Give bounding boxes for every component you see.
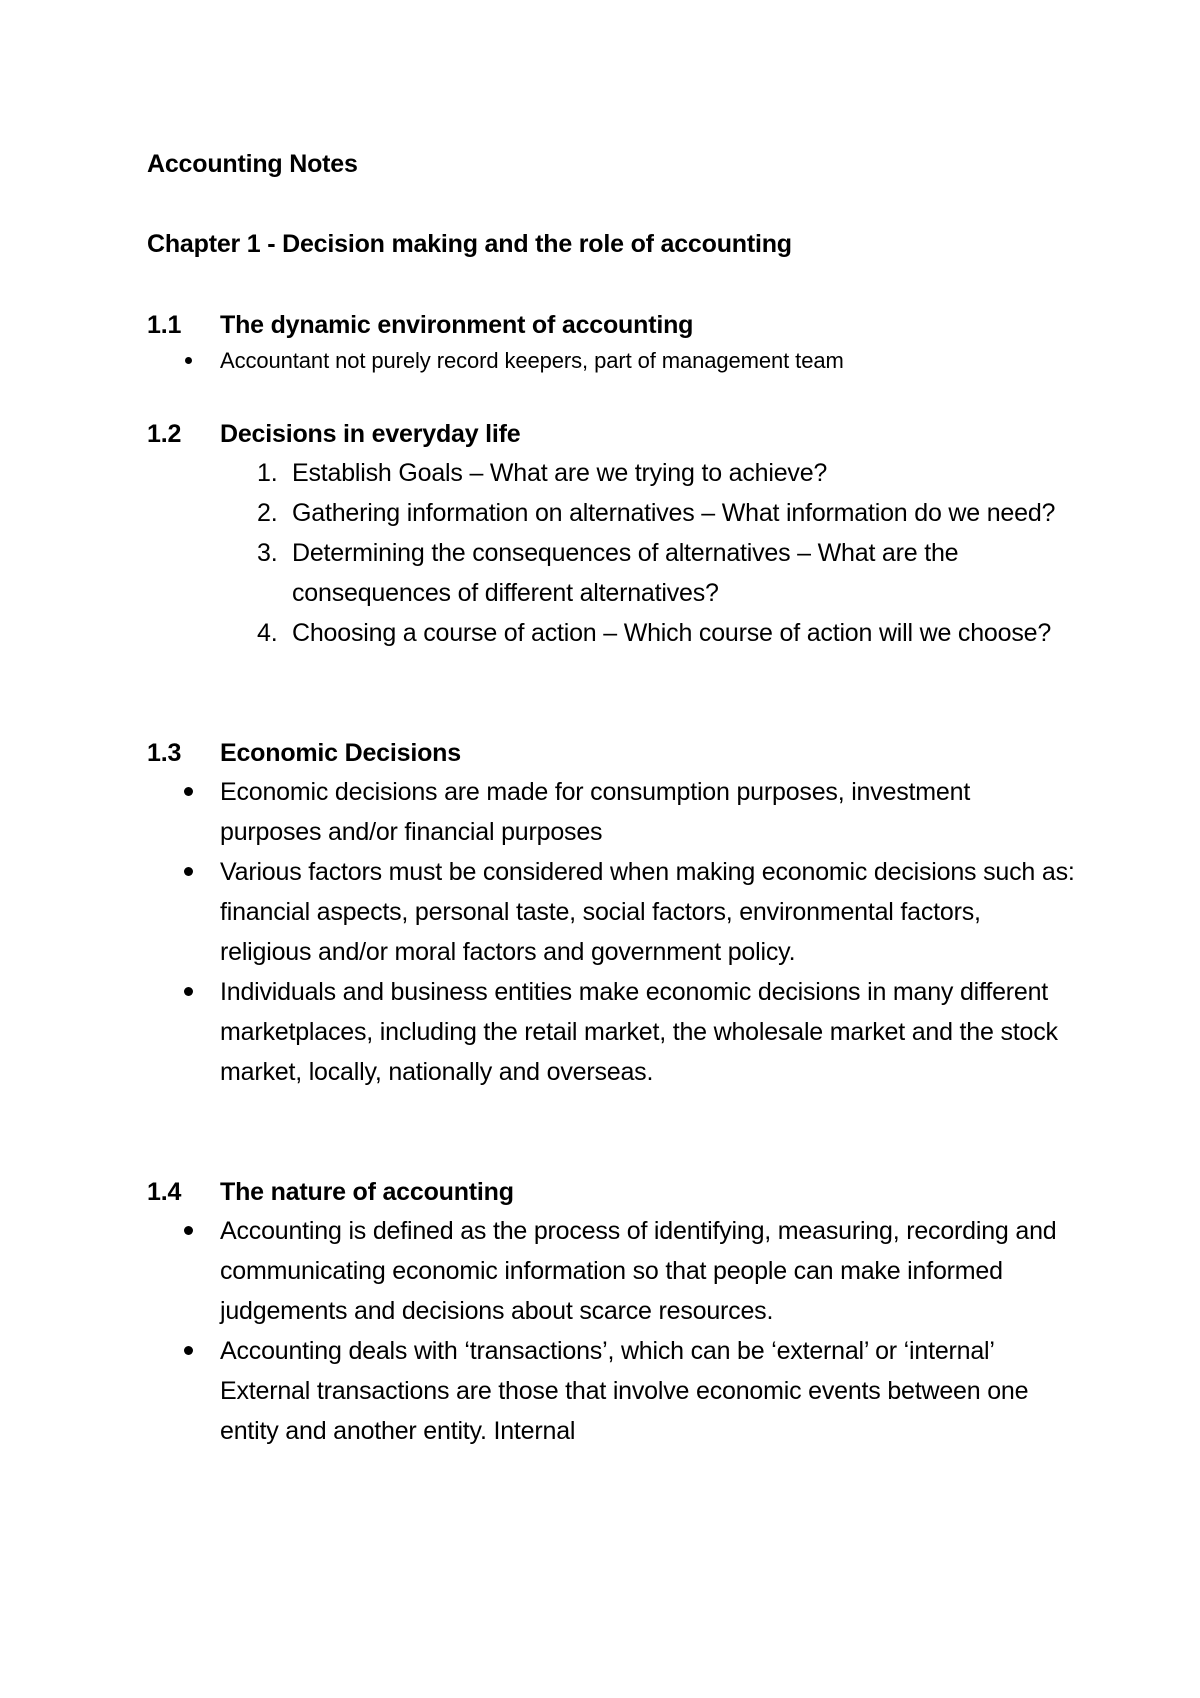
section-heading <box>147 1173 1077 1211</box>
section-1-1 <box>147 306 1077 378</box>
list-item <box>147 344 1077 378</box>
section-heading-text: Economic Decisions <box>220 739 461 767</box>
list-item-text: Accountant not purely record keepers, part of management team <box>220 348 844 373</box>
list-item-text: Economic decisions are made for consumption purposes, investment purposes and/or financial purposes <box>220 778 971 846</box>
bullet-icon <box>184 867 193 876</box>
chapter-title: Chapter 1 - Decision making and the role of accounting <box>147 230 792 258</box>
list-item-text: Individuals and business entities make economic decisions in many different marketplaces, including the retail market, the wholesale market and the stock market, locally, nationally and overseas. <box>220 978 1058 1086</box>
list-number: 1. <box>257 459 278 487</box>
list-item <box>147 1211 1077 1331</box>
bullet-icon <box>185 357 192 364</box>
section-1-2 <box>147 415 1077 653</box>
section-number: 1.4 <box>147 1178 182 1206</box>
list-item <box>147 1331 1077 1451</box>
section-number: 1.1 <box>147 311 182 339</box>
section-heading <box>147 415 1077 453</box>
section-1-4 <box>147 1173 1077 1451</box>
section-heading-text: The nature of accounting <box>220 1178 514 1206</box>
bullet-icon <box>184 1226 193 1235</box>
list-number: 4. <box>257 619 278 647</box>
list-item <box>147 772 1077 852</box>
list-item <box>147 613 1077 653</box>
list-item-text: Choosing a course of action – Which course of action will we choose? <box>292 619 1052 647</box>
list-number: 3. <box>257 539 278 567</box>
list-item <box>147 852 1077 972</box>
bullet-icon <box>184 787 193 796</box>
bullet-icon <box>184 1346 193 1355</box>
list-item <box>147 493 1077 533</box>
section-heading-text: The dynamic environment of accounting <box>220 311 694 339</box>
list-item-text: Determining the consequences of alternatives – What are the consequences of different alternatives? <box>292 539 959 607</box>
list-item-text: Gathering information on alternatives – What information do we need? <box>292 499 1056 527</box>
section-number: 1.3 <box>147 739 182 767</box>
numbered-list <box>147 453 1077 653</box>
list-item-text: Accounting is defined as the process of identifying, measuring, recording and communicating economic information so that people can make informed judgements and decisions about scarce resources. <box>220 1217 1057 1325</box>
document-title: Accounting Notes <box>147 150 358 178</box>
section-1-3 <box>147 734 1077 1092</box>
bullet-list <box>147 344 1077 378</box>
bullet-icon <box>184 987 193 996</box>
section-number: 1.2 <box>147 420 182 448</box>
list-item-text: Various factors must be considered when making economic decisions such as: financial aspects, personal taste, social factors, environmental factors, religious and/or moral factors and government policy. <box>220 858 1075 966</box>
section-heading <box>147 306 1077 344</box>
list-item-text: Accounting deals with ‘transactions’, which can be ‘external’ or ‘internal’ External transactions are those that involve economic events between one entity and another entity. Internal <box>220 1337 1029 1445</box>
bullet-list <box>147 1211 1077 1451</box>
list-item <box>147 453 1077 493</box>
section-heading-text: Decisions in everyday life <box>220 420 521 448</box>
list-item-text: Establish Goals – What are we trying to achieve? <box>292 459 828 487</box>
list-item <box>147 972 1077 1092</box>
bullet-list <box>147 772 1077 1092</box>
list-number: 2. <box>257 499 278 527</box>
section-heading <box>147 734 1077 772</box>
list-item <box>147 533 1077 613</box>
